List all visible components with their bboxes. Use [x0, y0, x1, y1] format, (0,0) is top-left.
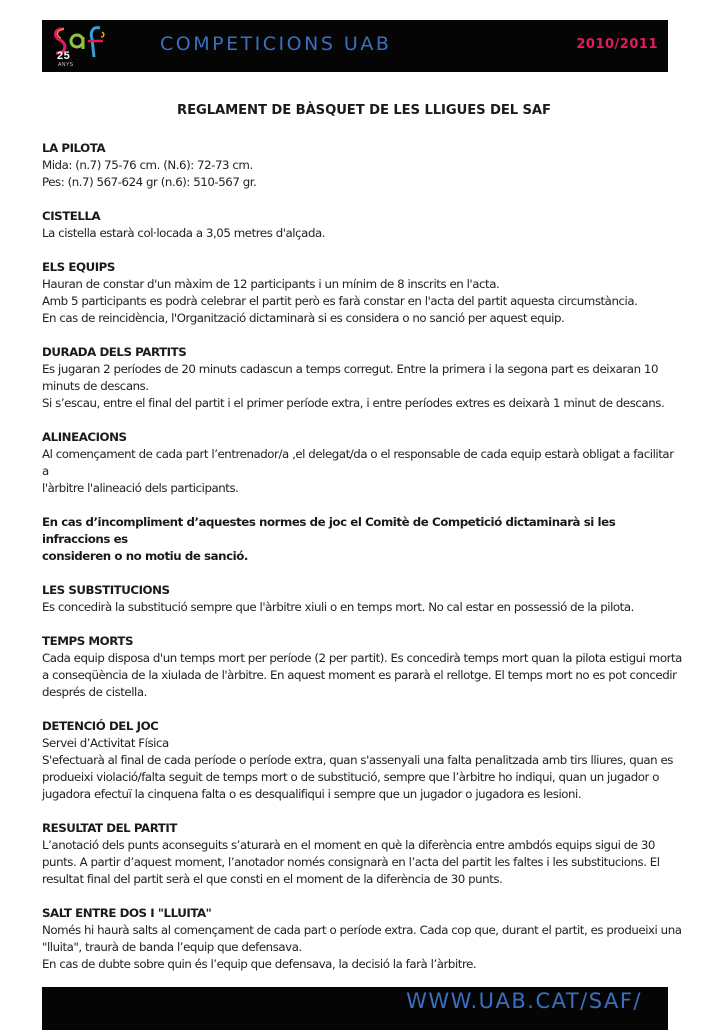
section-heading: SALT ENTRE DOS I "LLUITA": [42, 906, 212, 920]
section-line: "lluita", traurà de banda l’equip que defensava.: [42, 940, 302, 954]
section-line: Cada equip disposa d'un temps mort per període (2 per partit). Es concedirà temps mort quan la pilota estigui morta: [42, 651, 682, 665]
document-title: REGLAMENT DE BÀSQUET DE LES LLIGUES DEL SAF: [177, 103, 551, 118]
section-alineacions: [42, 429, 682, 497]
section-equips: [42, 259, 682, 327]
section-heading: ALINEACIONS: [42, 430, 127, 444]
section-heading: DETENCIÓ DEL JOC: [42, 719, 159, 733]
section-line: minuts de descans.: [42, 379, 149, 393]
section-heading: LA PILOTA: [42, 141, 106, 155]
section-line: L’anotació dels punts aconseguits s’aturarà en el moment en què la diferència entre ambdós equips sigui de 30: [42, 838, 655, 852]
section-line: Hauran de constar d'un màxim de 12 participants i un mínim de 8 inscrits en l'acta.: [42, 277, 500, 291]
section-line: Només hi haurà salts al començament de cada part o període extra. Cada cop que, durant el partit, es produeixi una: [42, 923, 682, 937]
section-temps-morts: [42, 633, 682, 701]
section-line: Amb 5 participants es podrà celebrar el partit però es farà constar en l'acta del partit aquesta circumstància.: [42, 294, 638, 308]
section-line: La cistella estarà col·locada a 3,05 metres d'alçada.: [42, 226, 326, 240]
section-line: a conseqüència de la xiulada de l'àrbitre. En aquest moment es pararà el rellotge. El temps mort no es pot concedir: [42, 668, 677, 682]
section-line: Servei d’Activitat Física: [42, 736, 169, 750]
section-heading: ELS EQUIPS: [42, 260, 115, 274]
section-line: després de cistella.: [42, 685, 147, 699]
section-heading: CISTELLA: [42, 209, 101, 223]
header-banner: [42, 20, 668, 72]
section-heading: DURADA DELS PARTITS: [42, 345, 187, 359]
section-resultat: [42, 820, 682, 888]
section-heading: RESULTAT DEL PARTIT: [42, 821, 177, 835]
sanction-note: [42, 514, 682, 565]
season-label: 2010/2011: [576, 37, 658, 52]
section-line: Mida: (n.7) 75-76 cm. (N.6): 72-73 cm.: [42, 158, 253, 172]
section-detencio: [42, 718, 682, 803]
section-line: produeixi violació/falta seguit de temps mort o de substitució, sempre que l’àrbitre ho indiqui, quan un jugador o: [42, 770, 660, 784]
section-line: l'àrbitre l'alineació dels participants.: [42, 481, 239, 495]
section-line: Es concedirà la substitució sempre que l'àrbitre xiuli o en temps mort. No cal estar en possessió de la pilota.: [42, 600, 634, 614]
logo-subtext: ANYS: [58, 62, 74, 68]
section-cistella: [42, 208, 682, 242]
section-line: punts. A partir d’aquest moment, l’anotador només consignarà en l’acta del partit les faltes i les substitucions. El: [42, 855, 660, 869]
footer-banner: [42, 987, 668, 1030]
section-line: Es jugaran 2 períodes de 20 minuts cadascun a temps corregut. Entre la primera i la segona part es deixaran 10: [42, 362, 659, 376]
section-line: S'efectuarà al final de cada període o període extra, quan s'assenyali una falta penalitzada amb tirs lliures, quan es: [42, 753, 673, 767]
section-line: En cas de reincidència, l'Organització dictaminarà si es considera o no sanció per aquest equip.: [42, 311, 565, 325]
section-line: Pes: (n.7) 567-624 gr (n.6): 510-567 gr.: [42, 175, 257, 189]
section-line: En cas de dubte sobre quin és l’equip que defensava, la decisió la farà l’àrbitre.: [42, 957, 477, 971]
sanction-note-line: consideren o no motiu de sanció.: [42, 549, 248, 563]
sanction-note-line: En cas d’incompliment d’aquestes normes de joc el Comitè de Competició dictaminarà si les infraccions es: [42, 515, 616, 546]
section-substitucions: [42, 582, 682, 616]
section-line: Al començament de cada part l’entrenador/a ,el delegat/da o el responsable de cada equip estarà obligat a facilitar a: [42, 447, 674, 478]
section-salt: [42, 905, 682, 973]
section-heading: TEMPS MORTS: [42, 634, 134, 648]
section-line: jugadora efectuï la cinquena falta o es desqualifiqui i sempre que un jugador o jugadora es lesioni.: [42, 787, 582, 801]
regulation-body: [42, 140, 682, 990]
header-title: COMPETICIONS UAB: [160, 33, 392, 55]
section-line: resultat final del partit serà el que consti en el moment de la diferència de 30 punts.: [42, 872, 503, 886]
section-durada: [42, 344, 682, 412]
section-heading: LES SUBSTITUCIONS: [42, 583, 170, 597]
footer-url-link[interactable]: WWW.UAB.CAT/SAF/: [406, 989, 642, 1013]
section-pilota: [42, 140, 682, 191]
saf-logo: [50, 23, 108, 69]
logo-number: 25: [57, 50, 71, 62]
section-line: Si s’escau, entre el final del partit i el primer període extra, i entre períodes extres es deixarà 1 minut de descans.: [42, 396, 665, 410]
